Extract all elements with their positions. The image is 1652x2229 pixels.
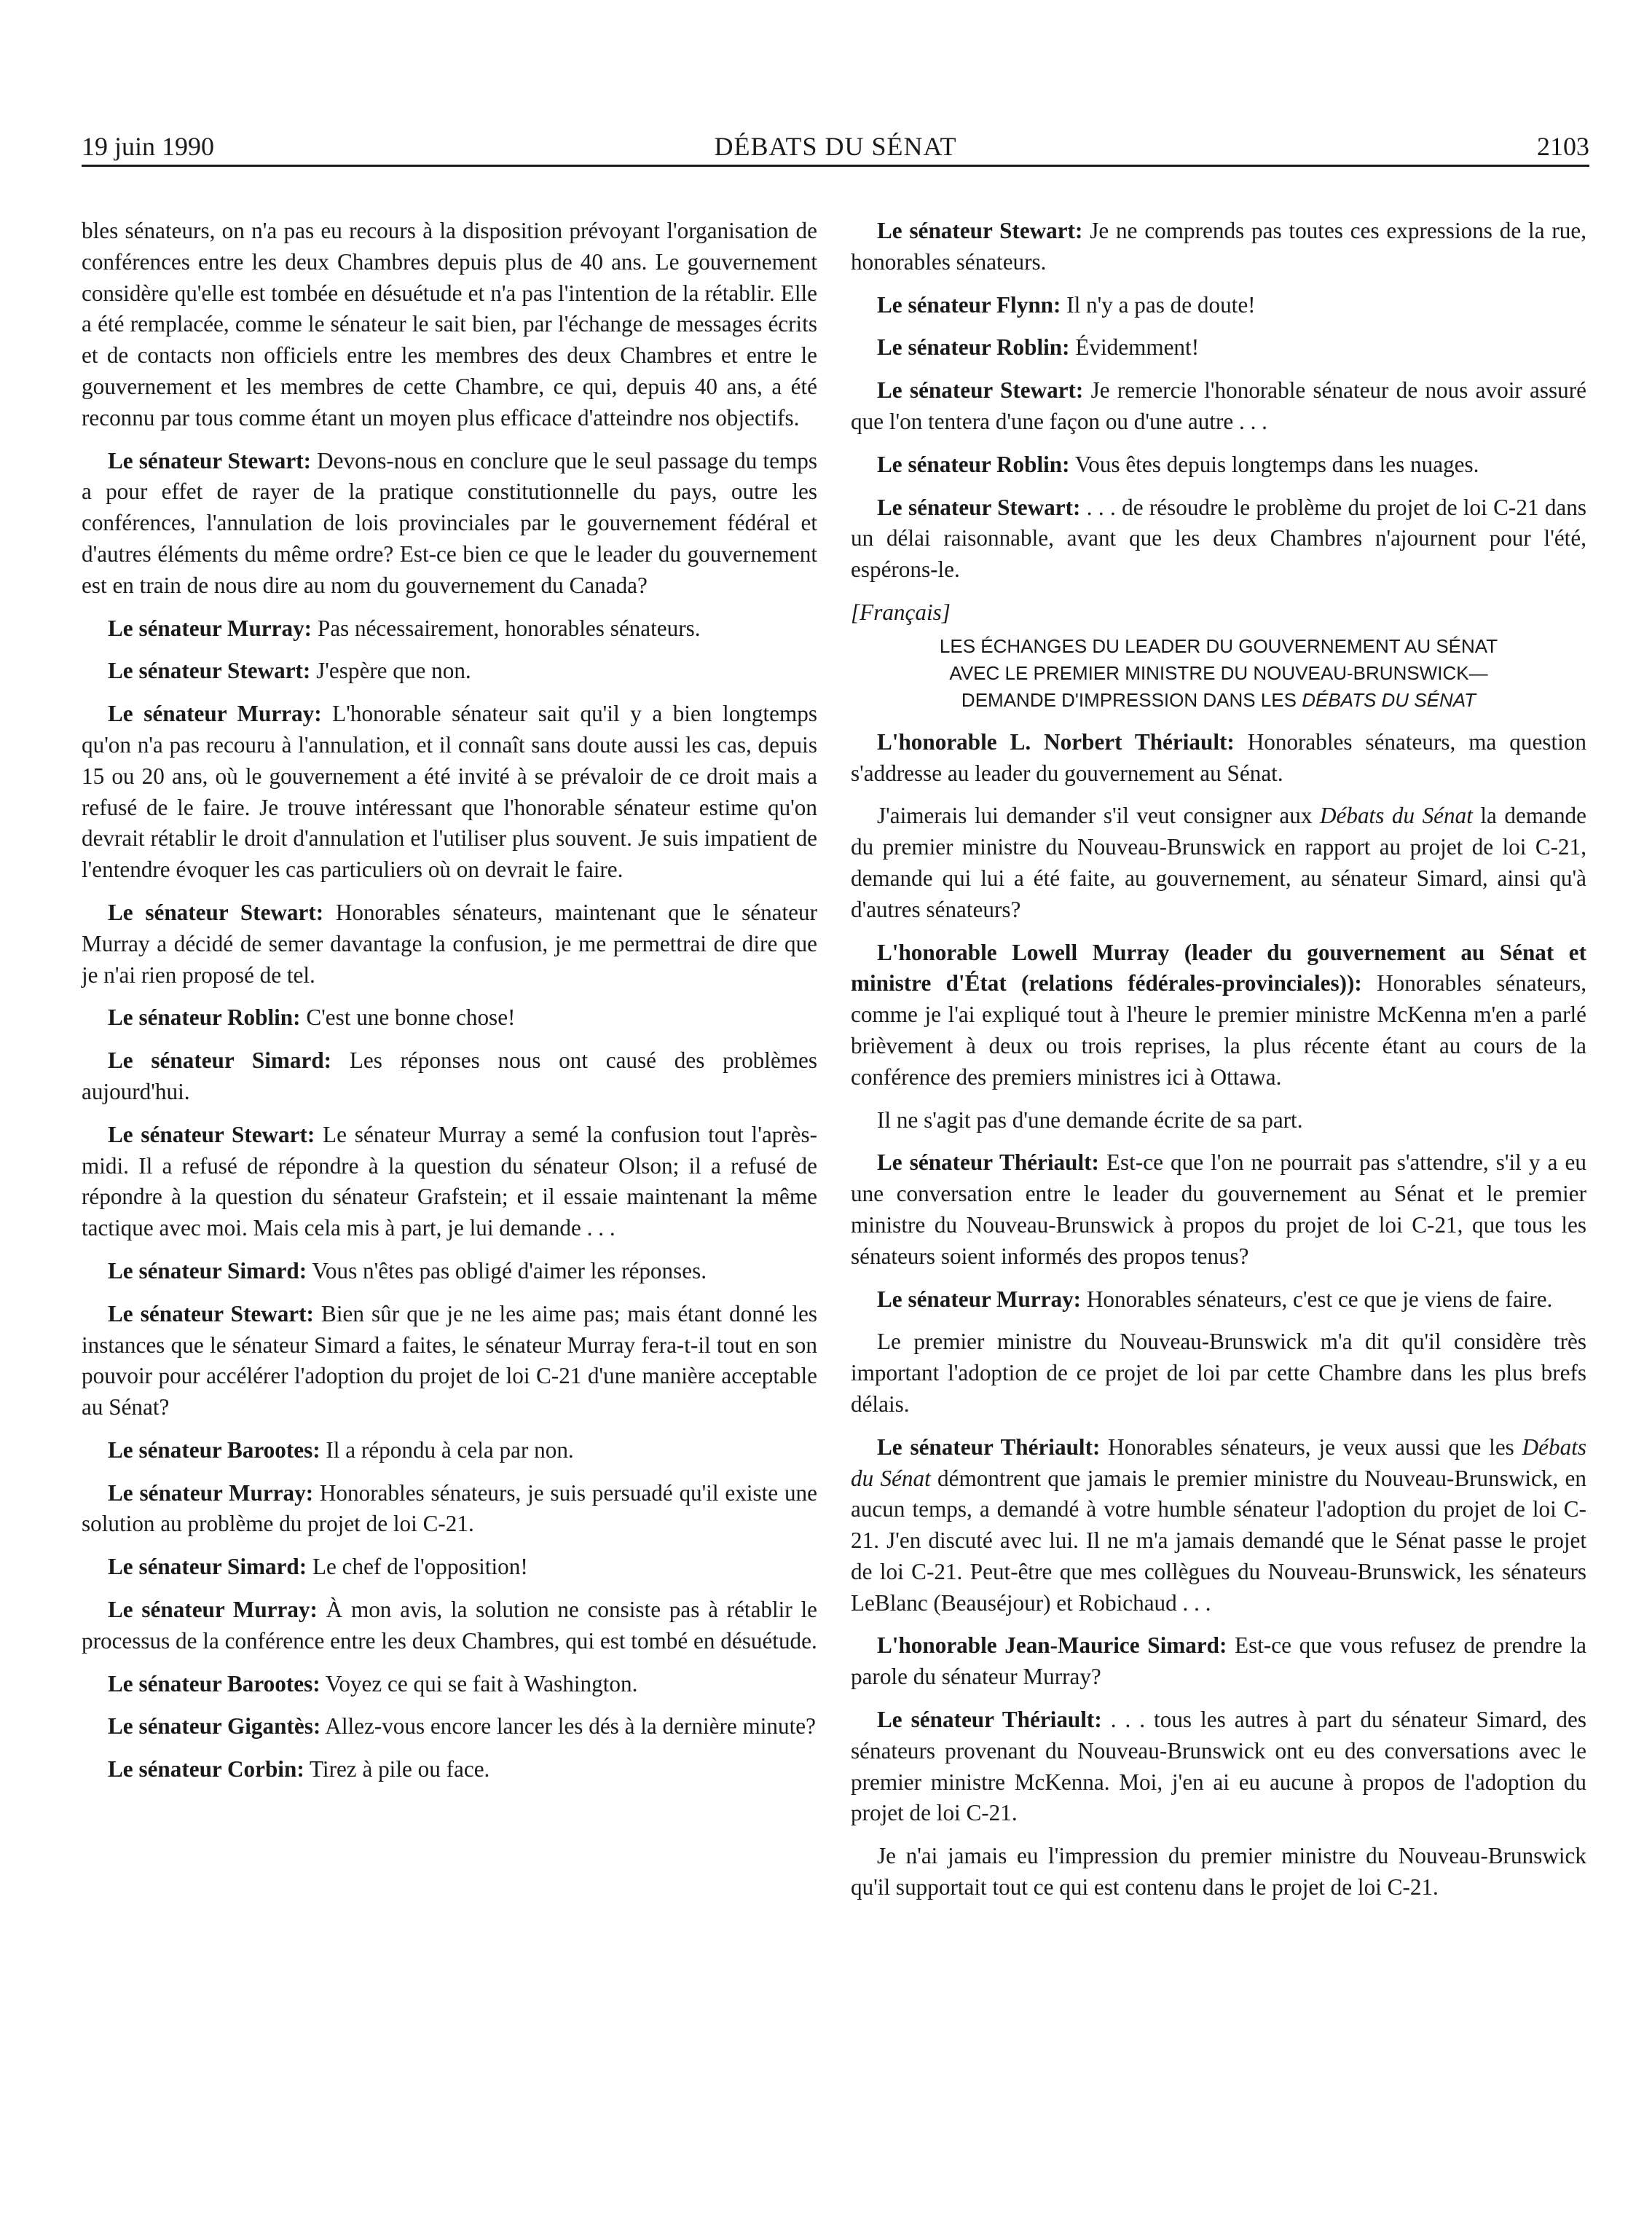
speech-paragraph <box>82 1478 817 1541</box>
speech-paragraph <box>82 446 817 602</box>
speech-text: Bien sûr que je ne les aime pas; mais étant donné les instances que le sénateur Simard a faites, le sénateur Murray fera-t-il tout en son pouvoir pour accélérer l'adoption du projet de loi C-21 d'une manière acceptable au Sénat? <box>82 1300 817 1420</box>
speech-paragraph <box>82 1256 817 1287</box>
speech-paragraph <box>82 897 817 991</box>
section-heading-line: DEMANDE D'IMPRESSION DANS LES DÉBATS DU SÉNAT <box>961 688 1476 711</box>
speech-text: Honorables sénateurs, c'est ce que je viens de faire. <box>1081 1286 1553 1312</box>
speech-paragraph <box>82 656 817 687</box>
speech-text: Honorables sénateurs, ma question s'addresse au leader du gouvernement au Sénat. <box>851 728 1586 786</box>
speaker-name: Le sénateur Murray: <box>108 1597 318 1623</box>
italic-title: Débats du Sénat <box>1319 803 1473 829</box>
speaker-name: Le sénateur Stewart: <box>108 1121 315 1147</box>
speech-text: Il a répondu à cela par non. <box>320 1436 574 1463</box>
speech-paragraph <box>851 1630 1586 1693</box>
speech-text: Honorables sénateurs, comme je l'ai expliqué tout à l'heure le premier ministre McKenna m'en a parlé brièvement à deux ou trois reprises, la plus récente étant au cours de la conférence des premiers ministres ici à Ottawa. <box>851 970 1586 1090</box>
speaker-name: Le sénateur Stewart: <box>877 218 1083 243</box>
speech-paragraph <box>851 1284 1586 1316</box>
paragraph-text: J'aimerais lui demander s'il veut consigner aux <box>877 803 1320 829</box>
speech-text: Honorables sénateurs, je suis persuadé qu'il existe une solution au problème du projet de loi C-21. <box>82 1479 817 1537</box>
speech-text: Pas nécessairement, honorables sénateurs. <box>312 615 701 641</box>
speech-text: L'honorable sénateur sait qu'il y a bien longtemps qu'on n'a pas recouru à l'annulation, et il connaît sans doute aussi les cas, depuis 15 ou 20 ans, où le gouvernement a été invité à se prévaloir de ce droit mais a refusé de le faire. Je trouve intéressant que l'honorable sénateur estime qu'on devrait rétablir le droit d'annulation et l'utiliser plus souvent. Je suis impatient de l'entendre évoquer les cas particuliers où on devrait le faire. <box>82 701 817 883</box>
speech-text: Est-ce que l'on ne pourrait pas s'attendre, s'il y a eu une conversation entre le leader du gouvernement au Sénat et le premier ministre du Nouveau-Brunswick à propos du projet de loi C-21, que tous les sénateurs soient informés des propos tenus? <box>851 1149 1586 1269</box>
speaker-name: Le sénateur Stewart: <box>108 658 311 684</box>
speech-text: Vous êtes depuis longtemps dans les nuages. <box>1069 451 1479 477</box>
section-heading-line: LES ÉCHANGES DU LEADER DU GOUVERNEMENT AU SÉNAT <box>939 634 1498 657</box>
speaker-name: Le sénateur Thériault: <box>877 1434 1101 1460</box>
speech-paragraph <box>82 1120 817 1244</box>
speaker-name: Le sénateur Stewart: <box>108 447 311 473</box>
speaker-name: L'honorable Jean-Maurice Simard: <box>877 1632 1227 1659</box>
speech-text: Il n'y a pas de doute! <box>1061 291 1256 318</box>
speaker-name: Le sénateur Murray: <box>108 701 322 727</box>
speech-paragraph <box>82 1669 817 1700</box>
section-heading <box>851 633 1586 714</box>
speech-paragraph <box>851 449 1586 481</box>
speech-paragraph <box>82 1045 817 1108</box>
speech-paragraph <box>82 613 817 645</box>
section-heading-line: AVEC LE PREMIER MINISTRE DU NOUVEAU-BRUNSWICK— <box>949 661 1488 684</box>
speech-paragraph <box>851 492 1586 586</box>
speaker-name: L'honorable Lowell Murray (leader du gouvernement au Sénat et ministre d'État (relations fédérales-provinciales)): <box>851 939 1586 996</box>
speaker-name: Le sénateur Simard: <box>108 1257 307 1283</box>
speech-paragraph <box>851 375 1586 438</box>
speaker-name: Le sénateur Thériault: <box>877 1707 1102 1733</box>
speech-paragraph <box>82 1435 817 1466</box>
speaker-name: Le sénateur Stewart: <box>877 377 1084 404</box>
speech-text: J'espère que non. <box>310 658 471 684</box>
speech-text: Je ne comprends pas toutes ces expressions de la rue, honorables sénateurs. <box>851 218 1587 275</box>
speech-text: C'est une bonne chose! <box>300 1005 516 1031</box>
header-date: 19 juin 1990 <box>82 132 215 161</box>
speaker-name: Le sénateur Flynn: <box>877 291 1061 318</box>
speech-paragraph <box>851 1432 1586 1619</box>
speech-paragraph <box>82 1299 817 1423</box>
speech-paragraph <box>851 727 1586 790</box>
paragraph <box>851 801 1586 925</box>
speaker-name: Le sénateur Simard: <box>108 1554 307 1580</box>
speech-text: Évidemment! <box>1069 334 1200 361</box>
speech-paragraph <box>82 1552 817 1583</box>
speech-paragraph <box>851 1705 1586 1829</box>
speaker-name: Le sénateur Gigantès: <box>108 1713 321 1739</box>
header-title: DÉBATS DU SÉNAT <box>714 132 957 161</box>
speaker-name: Le sénateur Barootes: <box>108 1436 320 1463</box>
speech-text: démontrent que jamais le premier ministre du Nouveau-Brunswick, en aucun temps, a demandé à votre humble sénateur l'adoption du projet de loi C-21. J'en discuté avec lui. Il ne m'a jamais demandé que le Sénat passe le projet de loi C-21. Peut-être que mes collègues du Nouveau-Brunswick, les sénateurs LeBlanc (Beauséjour) et Robichaud . . . <box>851 1465 1586 1616</box>
speaker-name: Le sénateur Murray: <box>108 615 312 641</box>
left-column <box>82 216 817 1797</box>
speech-text: Le sénateur Murray a semé la confusion tout l'après-midi. Il a refusé de répondre à la question du sénateur Olson; il a refusé de répondre à la question du sénateur Grafstein; et il essaie maintenant la même tactique avec moi. Mais cela mis à part, je lui demande . . . <box>82 1121 818 1241</box>
paragraph-text: la demande du premier ministre du Nouveau-Brunswick en rapport au projet de loi C-21, demande qui lui a été faite, au gouvernement, au sénateur Simard, ainsi qu'à d'autres sénateurs? <box>851 803 1586 922</box>
paragraph <box>851 1105 1586 1136</box>
speech-text: Voyez ce qui se fait à Washington. <box>320 1670 638 1697</box>
speaker-name: Le sénateur Corbin: <box>108 1756 304 1782</box>
speech-paragraph <box>851 332 1586 363</box>
speech-text: Est-ce que vous refusez de prendre la parole du sénateur Murray? <box>851 1632 1586 1690</box>
speech-paragraph <box>82 1711 817 1742</box>
italic-title: Débats du Sénat <box>851 1434 1586 1491</box>
speech-paragraph <box>851 1147 1586 1272</box>
speech-text: Le chef de l'opposition! <box>307 1554 528 1580</box>
speaker-name: Le sénateur Roblin: <box>108 1005 301 1031</box>
speaker-name: Le sénateur Barootes: <box>108 1670 320 1697</box>
paragraph-text: bles sénateurs, on n'a pas eu recours à la disposition prévoyant l'organisation de conférences entre les deux Chambres depuis plus de 40 ans. Le gouvernement considère qu'elle est tombée en désuétude et n'a pas l'intention de la rétablir. Elle a été remplacée, comme le sénateur le sait bien, par l'échange de messages écrits et de contacts non officiels entre les membres des deux Chambres et entre le gouvernement et les membres de cette Chambre, ce qui, depuis 40 ans, a été reconnu par tous comme étant un moyen plus efficace d'atteindre nos objectifs. <box>82 218 817 431</box>
paragraph-text: Je n'ai jamais eu l'impression du premier ministre du Nouveau-Brunswick qu'il supportait tout ce qui est contenu dans le projet de loi C-21. <box>851 1843 1586 1900</box>
paragraph-text: Le premier ministre du Nouveau-Brunswick m'a dit qu'il considère très important l'adoption de ce projet de loi par cette Chambre dans les plus brefs délais. <box>851 1329 1586 1417</box>
speaker-name: Le sénateur Roblin: <box>877 451 1070 477</box>
speaker-name: Le sénateur Murray: <box>108 1479 314 1506</box>
speech-text: Les réponses nous ont causé des problèmes aujourd'hui. <box>82 1047 817 1104</box>
speech-paragraph <box>82 1754 817 1785</box>
speech-text: Je remercie l'honorable sénateur de nous avoir assuré que l'on tentera d'une façon ou d'une autre . . . <box>851 377 1586 434</box>
page-number: 2103 <box>1537 132 1589 161</box>
right-column <box>851 216 1586 1915</box>
page-header <box>82 128 1589 167</box>
speech-paragraph <box>82 699 817 886</box>
speaker-name: Le sénateur Stewart: <box>108 899 324 925</box>
speaker-name: Le sénateur Roblin: <box>877 334 1070 361</box>
speaker-name: Le sénateur Simard: <box>108 1047 332 1074</box>
speaker-name: Le sénateur Murray: <box>877 1286 1082 1312</box>
speech-text: Devons-nous en conclure que le seul passage du temps a pour effet de rayer de la pratique constitutionnelle du pays, outre les conférences, l'annulation de lois provinciales par le gouvernement fédéral et d'autres éléments du même ordre? Est-ce bien ce que le leader du gouvernement est en train de nous dire au nom du gouvernement du Canada? <box>82 447 817 598</box>
speech-text: . . . tous les autres à part du sénateur Simard, des sénateurs provenant du Nouveau-Brunswick ont eu des conversations avec le premier ministre McKenna. Moi, j'en ai eu aucune à propos de l'adoption du projet de loi C-21. <box>851 1707 1586 1826</box>
speech-text: Tirez à pile ou face. <box>304 1756 490 1782</box>
speaker-name: Le sénateur Stewart: <box>108 1300 314 1326</box>
speech-paragraph <box>851 216 1586 278</box>
speech-text: . . . de résoudre le problème du projet de loi C-21 dans un délai raisonnable, avant que les deux Chambres n'ajournent pour l'été, espérons-le. <box>851 494 1587 583</box>
speaker-name: Le sénateur Thériault: <box>877 1149 1099 1176</box>
paragraph-text: Il ne s'agit pas d'une demande écrite de sa part. <box>877 1106 1303 1133</box>
paragraph <box>82 216 817 434</box>
speech-paragraph <box>851 290 1586 321</box>
speech-text: Vous n'êtes pas obligé d'aimer les réponses. <box>307 1257 707 1283</box>
paragraph <box>851 1841 1586 1903</box>
speaker-name: Le sénateur Stewart: <box>877 494 1081 520</box>
speaker-name: L'honorable L. Norbert Thériault: <box>877 728 1235 755</box>
speech-paragraph <box>851 937 1586 1093</box>
speech-paragraph <box>82 1595 817 1657</box>
speech-text: À mon avis, la solution ne consiste pas à rétablir le processus de la conférence entre les deux Chambres, qui est tombé en désuétude. <box>82 1597 817 1654</box>
paragraph <box>851 1326 1586 1420</box>
speech-text: Honorables sénateurs, je veux aussi que les <box>1100 1434 1522 1460</box>
speech-paragraph <box>82 1002 817 1034</box>
language-marker: [Français] <box>851 599 951 625</box>
italic-title: DÉBATS DU SÉNAT <box>1302 688 1476 711</box>
speech-text: Honorables sénateurs, maintenant que le sénateur Murray a décidé de semer davantage la confusion, je me permettrai de dire que je n'ai rien proposé de tel. <box>82 899 818 988</box>
speech-text: Allez-vous encore lancer les dés à la dernière minute? <box>320 1713 816 1739</box>
